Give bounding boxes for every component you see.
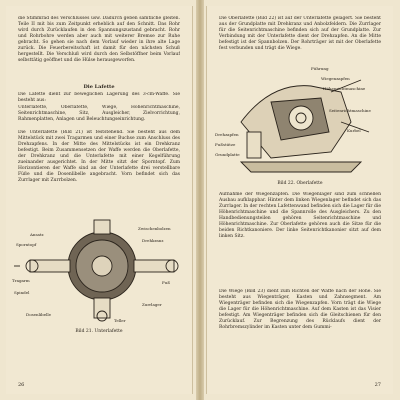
left-para2-text: Die Lafette dient zur beweglichen Lagerung des 3-cm-Waffe. Sie besteht aus:: [18, 92, 180, 103]
label-zurrlager: Zurrlager: [142, 302, 162, 307]
left-paragraph-1: [18, 16, 180, 80]
label-wiegenzapfen: Wiegenzapfen: [321, 76, 350, 81]
left-paragraph-3: [18, 105, 180, 129]
label-kurbel: Kurbel: [347, 128, 361, 133]
right-paragraph-2: [219, 192, 381, 286]
label-tragarm: Tragarm: [12, 278, 30, 283]
left-para4-text: Die Unterlafette (Bild 21) ist feststehend. Sie besteht aus dem Mittelstück mit zwei Tragarmen und einer Buchse zum Anschluss des Drehzapfens. In der Mitte des Mittelstücks ist ein Drehkranz befestigt. Beim Zusammensetzen der Waffe werden die Oberlafette, der Drehkranz und die Unterlafette mit einer Kegelführung zueinander ausgerichtet. In der Mitte sitzt der Sporntopf. Zum Horizontieren der Waffe sind an der Unterlafette drei verstellbare Füße und die Dosenlibelle angebracht. Vorn befindet sich das Zurrlager mit Zurrbolzen.: [18, 130, 180, 183]
label-dosenlibelle: Dosenlibelle: [26, 312, 52, 317]
right-paragraph-1: [219, 16, 381, 60]
left-paragraph-2: [18, 92, 180, 104]
left-para3-text: Unterlafette, Oberlafette, Wiege, Höhenrichtmaschine, Seitenrichtmaschine, Sitz, Ausgleicher, Zielvorrichtung, Rahmenplatten, Anlagen und Beleuchtungseinrichtung.: [18, 105, 180, 122]
label-ansatz: Ansatz: [30, 232, 44, 237]
label-fuehrung: Führung: [311, 66, 329, 71]
right-para1-text: Die Oberlafette (Bild 22) ist auf der Unterlafette gelagert. Sie besteht aus der Grundplatte mit Drehkranz und Anbolzfeldern. Die Zurrlager für die Seitenrichtmaschine befinden sich auf der Grundplatte. Zur Verbindung mit der Unterlafette dient der Drehzapfen. An die Mitte befestigt ist der Spannbolzen. Der Rohrträger ist mit der Oberlafette fest verbunden und trägt die Wiege.: [219, 16, 381, 51]
label-spindel: Spindel: [14, 290, 30, 295]
left-page-number: 26: [18, 382, 25, 388]
right-para3-text: Die Wiege (Bild 23) dient zum Richten der Waffe nach der Höhe. Sie besteht aus Wiegenträger, Kasten und Zahnsegment. Am Wiegenträger befinden sich die Wiegenzapfen. Vorn trägt die Wiege die Lager für die Höhenrichtmaschine. Auf dem Kasten ist das Visier befestigt. Am Wiegenträger befinden sich die Gleitschienen für den Zurücklauf. Zur Begrenzung des Rücklaufs dient der Rohrbremszylinder im Kasten unter dem Gummi-: [219, 289, 381, 330]
label-hoehenrichtmaschine: Höhenrichtmaschine: [323, 86, 366, 91]
label-drehkranz: Drehkranz: [142, 238, 164, 243]
left-para1-text: die Stimmrad des Verschlusses usw. Dadurch geben sämtliche gleiten. Teile II mit bis zum Zeitpunkt erheblich auf den Schnitt. Das Rohr wird durch Zurücklaufen in den Spannungszustand gebracht. Rohr und Rohrbohre werden aber auch mit weiterer Bremse zur Ruhe gebracht. So gehen sie nach dem Vorlauf wieder in ihre alte Lage zurück. Die Feuerbereitschaft ist damit für den nächsten Schuß hergestellt. Die Verschluß wird durch den Selbstöffner beim Vorlauf selbsttätig geöffnet und die Hülse herausgeworfen.: [18, 16, 180, 63]
figure-22-oberlafette: [211, 62, 389, 178]
left-paragraph-4: [18, 130, 180, 216]
label-fuss: Fuß: [162, 280, 171, 285]
book-gutter: [196, 0, 204, 400]
section-heading-lafette: Die Lafette: [83, 84, 115, 90]
label-sporntopf: Sporntopf: [16, 242, 37, 247]
label-grundplatte: Grundplatte: [215, 152, 240, 157]
figure-22-caption: Bild 22. Oberlafette: [277, 181, 323, 186]
figure-21-caption: Bild 21. Unterlafette: [75, 329, 123, 334]
label-seitenrichtmaschine: Seitenrichtmaschine: [329, 108, 371, 113]
left-page: [6, 6, 193, 394]
right-page: [206, 6, 393, 394]
label-teller: Teller: [114, 318, 126, 323]
label-drehzapfen: Drehzapfen: [215, 132, 239, 137]
right-page-number: 27: [374, 382, 381, 388]
right-paragraph-3: [219, 289, 381, 373]
figure-21-unterlafette: [10, 216, 188, 326]
label-fussstuetze: Fußstütze: [215, 142, 236, 147]
label-zwischenbolzen: Zwischenbolzen: [138, 226, 171, 231]
right-para2-text: Aufnahme der Wiegenzapfen. Die Wiegenlager sind zum schnellen Ausbau aufklappbar. Hinter dem linken Wiegenlager befindet sich das Zurrlager. In der rechten Lafettenwand befinden sich die Lager für die Höhenrichtmaschine und die Spannrolle des Ausgleichers. Zu den Handbedienungsteilen gehören Seitenrichtmaschine und Höhenrichtmaschine. Zur Oberlafette gehören auch die Sitze für die beiden Richtkanoniere. Der linke Seitenrichtkanonier sitzt auf dem linken Sitz.: [219, 192, 381, 239]
